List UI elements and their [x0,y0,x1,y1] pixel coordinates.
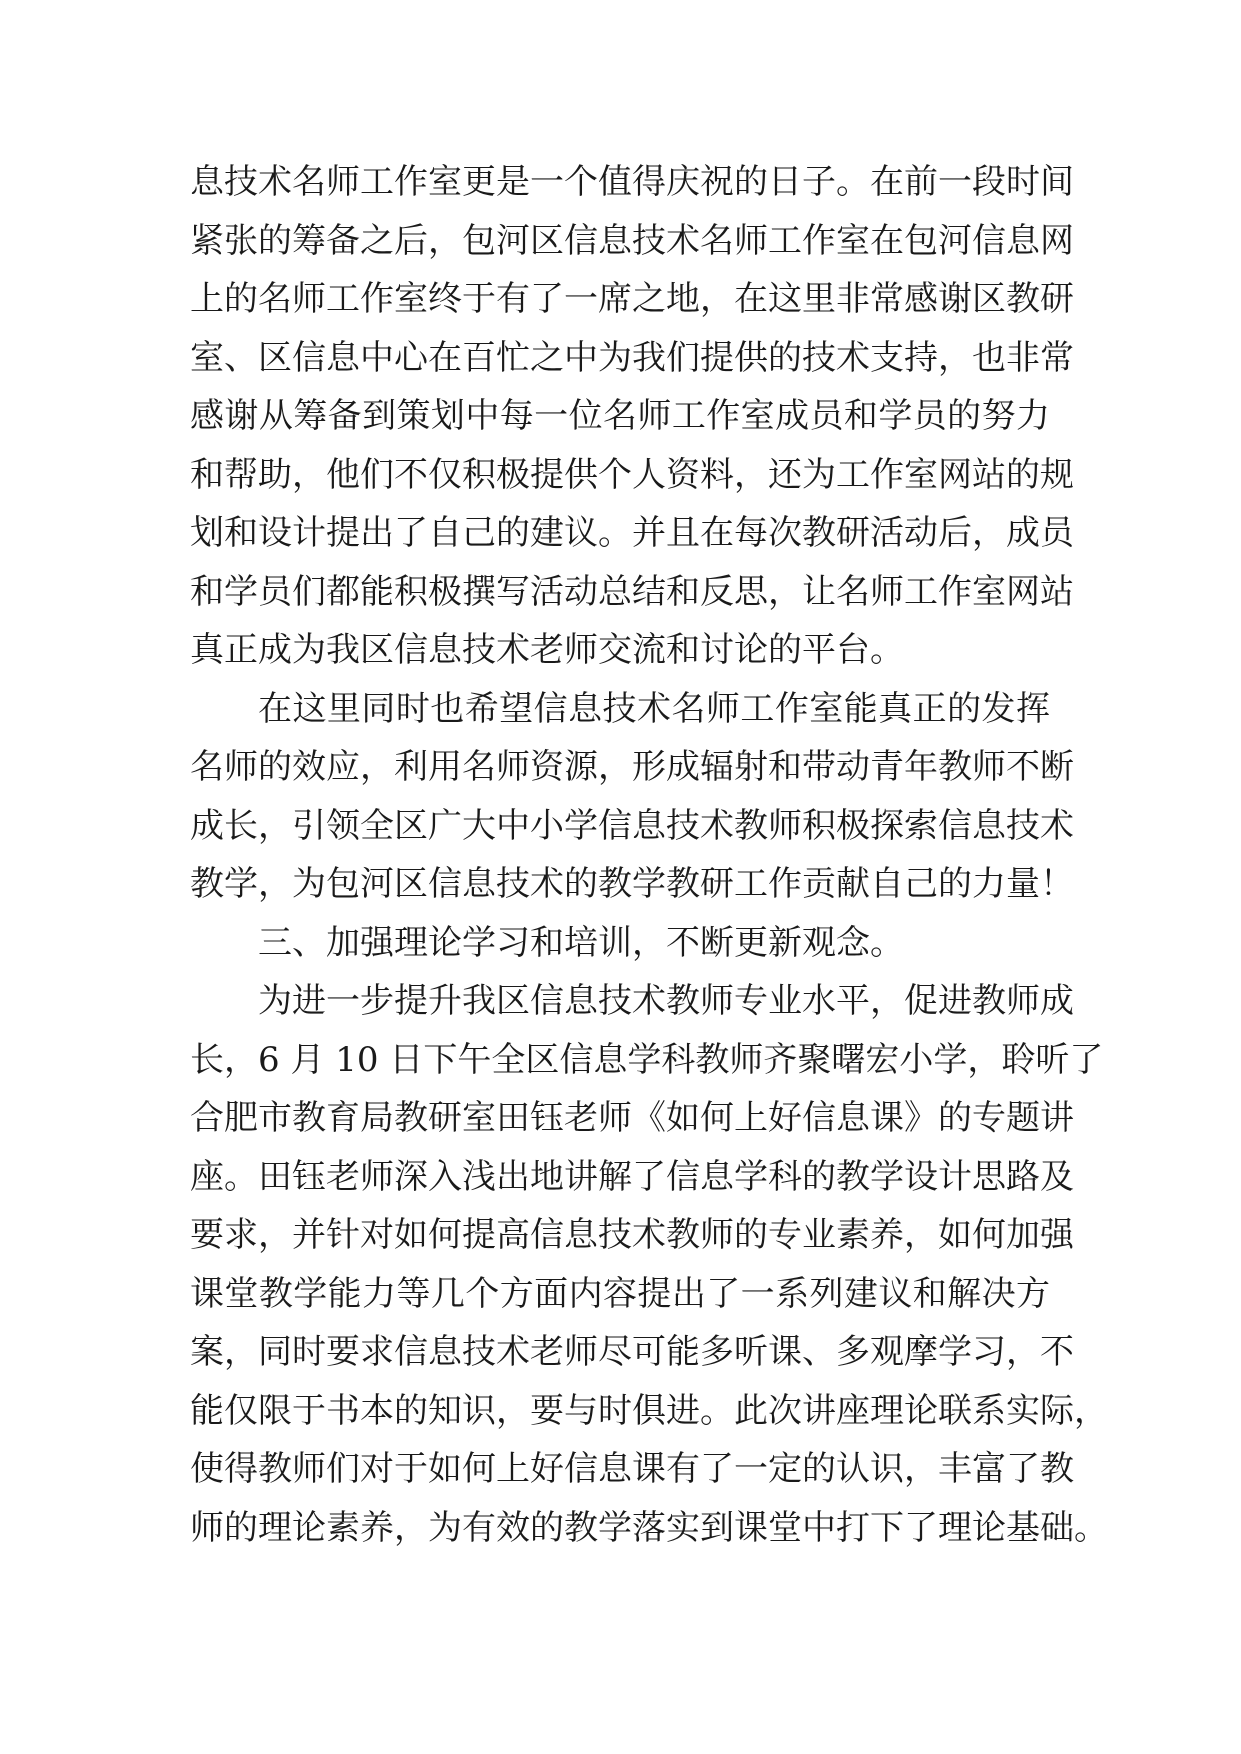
text-line: 息技术名师工作室更是一个值得庆祝的日子。在前一段时间 [190,162,1074,202]
text-line: 在这里同时也希望信息技术名师工作室能真正的发挥 [258,688,1050,729]
text-line: 座。田钰老师深入浅出地讲解了信息学科的教学设计思路及 [190,1156,1074,1197]
text-line: 课堂教学能力等几个方面内容提出了一系列建议和解决方 [190,1273,1050,1314]
text-line: 案，同时要求信息技术老师尽可能多听课、多观摩学习，不 [190,1332,1074,1372]
text-line: 长，6 月 10 日下午全区信息学科教师齐聚曙宏小学，聆听了 [190,1039,1104,1080]
text-line: 合肥市教育局教研室田钰老师《如何上好信息课》的专题讲 [190,1098,1074,1138]
text-line: 感谢从筹备到策划中每一位名师工作室成员和学员的努力 [190,396,1050,436]
text-line: 三、加强理论学习和培训，不断更新观念。 [258,922,904,963]
text-line: 和学员们都能积极撰写活动总结和反思，让名师工作室网站 [190,571,1074,612]
text-line: 教学，为包河区信息技术的教学教研工作贡献自己的力量！ [190,864,1074,904]
text-line: 成长，引领全区广大中小学信息技术教师积极探索信息技术 [190,805,1074,846]
text-line: 上的名师工作室终于有了一席之地，在这里非常感谢区教研 [190,279,1074,319]
text-line: 室、区信息中心在百忙之中为我们提供的技术支持，也非常 [190,337,1074,378]
text-line: 师的理论素养，为有效的教学落实到课堂中打下了理论基础。 [190,1507,1108,1548]
text-line: 使得教师们对于如何上好信息课有了一定的认识，丰富了教 [190,1449,1074,1489]
text-line: 为进一步提升我区信息技术教师专业水平，促进教师成 [258,981,1074,1021]
text-line: 和帮助，他们不仅积极提供个人资料，还为工作室网站的规 [190,454,1074,495]
text-line: 能仅限于书本的知识，要与时俱进。此次讲座理论联系实际， [190,1390,1108,1431]
document-body [190,153,1108,1557]
text-line: 要求，并针对如何提高信息技术教师的专业素养，如何加强 [190,1215,1074,1255]
text-line: 真正成为我区信息技术老师交流和讨论的平台。 [190,630,904,670]
text-line: 紧张的筹备之后，包河区信息技术名师工作室在包河信息网 [190,220,1074,261]
text-line: 名师的效应，利用名师资源，形成辐射和带动青年教师不断 [190,747,1074,787]
text-line: 划和设计提出了自己的建议。并且在每次教研活动后，成员 [190,513,1074,553]
